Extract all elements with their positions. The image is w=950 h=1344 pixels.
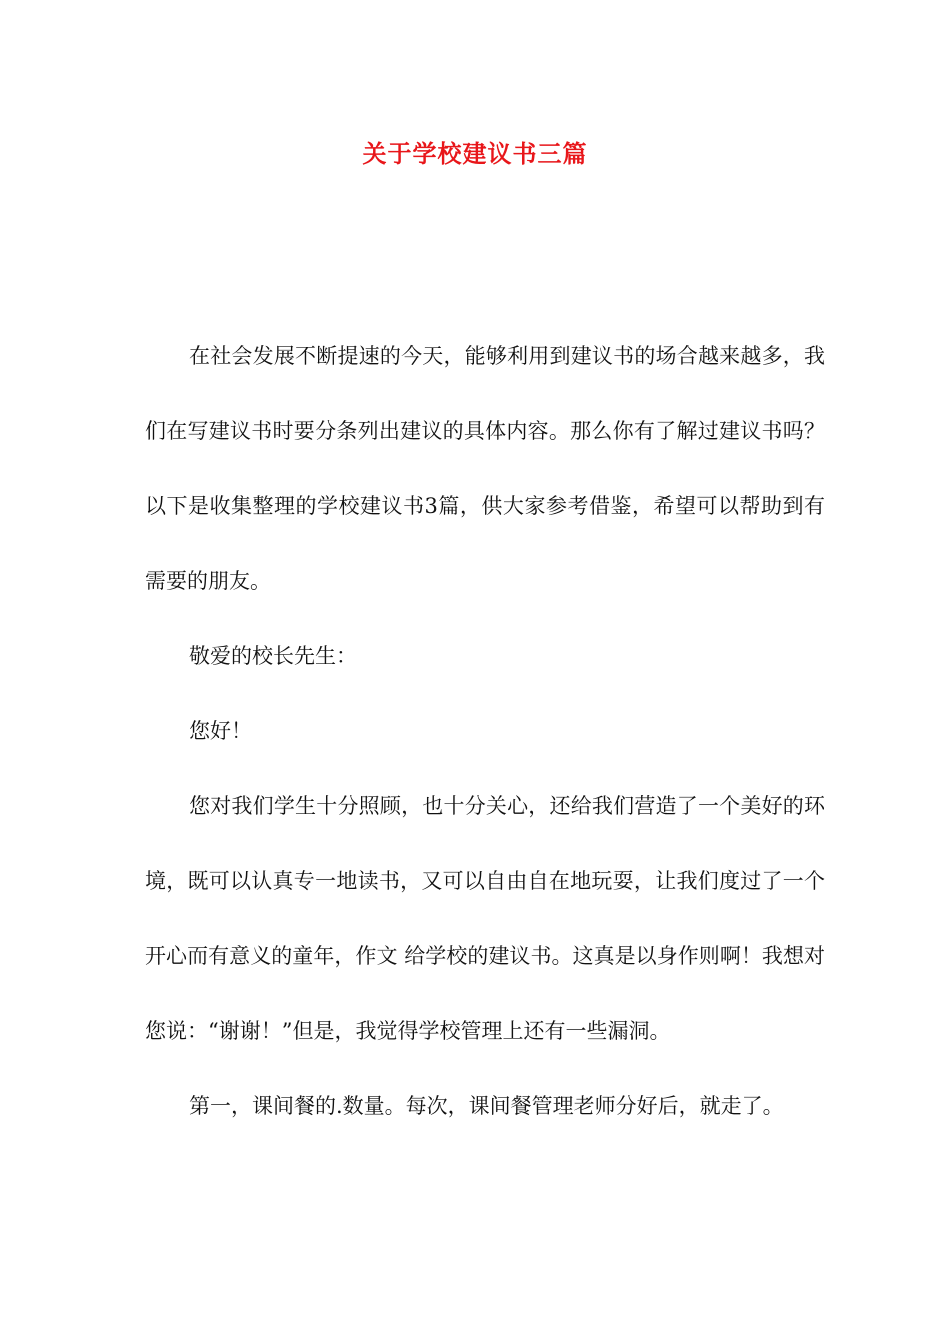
paragraph-salutation: 敬爱的校长先生：	[189, 644, 357, 668]
paragraph-point-one: 第一，课间餐的.数量。每次，课间餐管理老师分好后，就走了。	[189, 1094, 784, 1118]
document-body	[145, 319, 825, 1144]
paragraph-thanks: 您对我们学生十分照顾，也十分关心，还给我们营造了一个美好的环境，既可以认真专一地读书，又可以自由自在地玩耍，让我们度过了一个开心而有意义的童年，作文 给学校的建议书。这真是以身作则啊！我想对您说：“谢谢！”但是，我觉得学校管理上还有一些漏洞。	[145, 794, 825, 1043]
document-title: 关于学校建议书三篇	[362, 139, 588, 168]
paragraph-intro: 在社会发展不断提速的今天，能够利用到建议书的场合越来越多，我们在写建议书时要分条列出建议的具体内容。那么你有了解过建议书吗？以下是收集整理的学校建议书3篇，供大家参考借鉴，希望可以帮助到有需要的朋友。	[145, 344, 825, 593]
paragraph-greeting: 您好！	[189, 719, 252, 743]
